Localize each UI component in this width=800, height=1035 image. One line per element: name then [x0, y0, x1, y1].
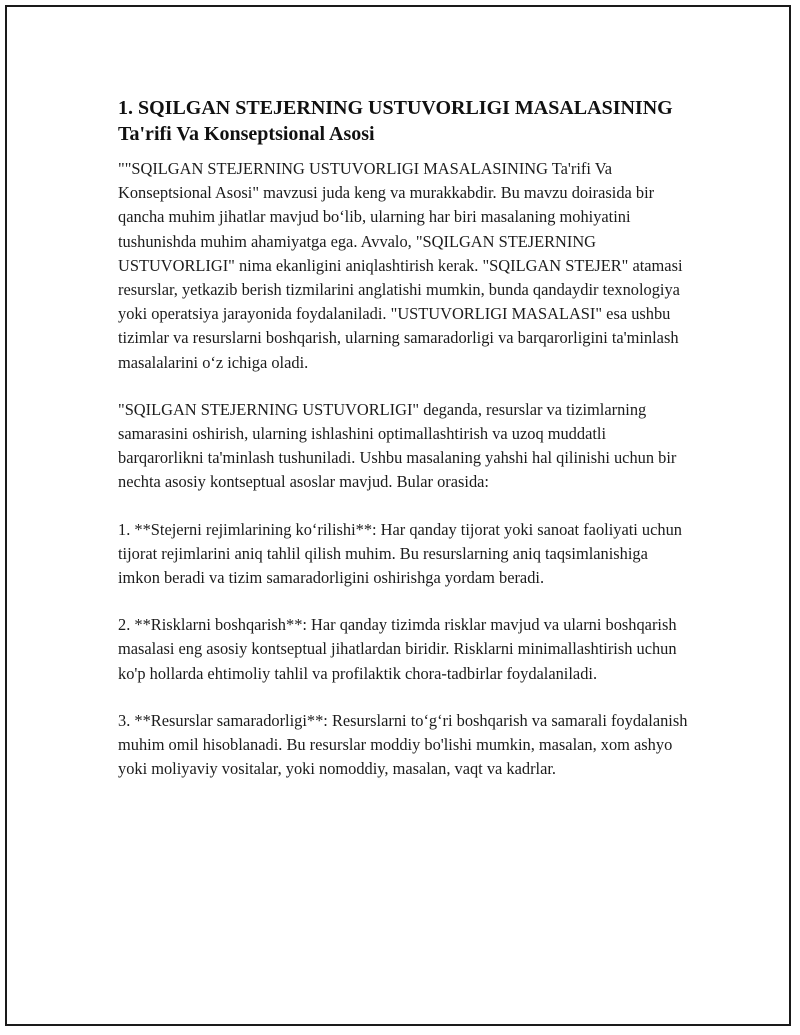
intro-paragraph: ""SQILGAN STEJERNING USTUVORLIGI MASALASINING Ta'rifi Va Konseptsional Asosi" mavzusi juda keng va murakkabdir. Bu mavzu doirasida bir qancha muhim jihatlar mavjud bo‘lib, ularning har biri masalaning mohiyatini tushunishda muhim ahamiyatga ega. Avvalo, "SQILGAN STEJERNING USTUVORLIGI" nima ekanligini aniqlashtirish kerak. "SQILGAN STEJER" atamasi resurslar, yetkazib berish tizmilarini anglatishi mumkin, bunda qandaydir texnologiya yoki operatsiya jarayonida foydalaniladi. "USTUVORLIGI MASALASI" esa ushbu tizimlar va resurslarni boshqarish, ularning samaradorligi va barqarorligini ta'minlash masalalarini o‘z ichiga oladi. [118, 159, 683, 372]
definition-paragraph: "SQILGAN STEJERNING USTUVORLIGI" deganda, resurslar va tizimlarning samarasini oshirish, ularning ishlashini optimallashtirish va uzoq muddatli barqarorlikni ta'minlash tushuniladi. Ushbu masalaning yahshi hal qilinishi uchun bir nechta asosiy kontseptual asoslar mavjud. Bular orasida: [118, 399, 677, 492]
section-heading: 1. SQILGAN STEJERNING USTUVORLIGI MASALASINING Ta'rifi Va Konseptsional Asosi [118, 97, 673, 145]
list-item-1: 1. **Stejerni rejimlarining ko‘rilishi**: Har qanday tijorat yoki sanoat faoliyati uchun tijorat rejimlarini aniq tahlil qilish muhim. Bu resurslarning aniq taqsimlanishiga imkon beradi va tizim samaradorligini oshirishga yordam beradi. [118, 519, 682, 588]
document-body [118, 95, 688, 804]
list-item-3: 3. **Resurslar samaradorligi**: Resurslarni to‘g‘ri boshqarish va samarali foydalanish muhim omil hisoblanadi. Bu resurslar moddiy bo'lishi mumkin, masalan, xom ashyo yoki moliyaviy vositalar, yoki nomoddiy, masalan, vaqt va kadrlar. [118, 710, 688, 779]
list-item-2: 2. **Risklarni boshqarish**: Har qanday tizimda risklar mavjud va ularni boshqarish masalasi eng asosiy kontseptual jihatlardan biridir. Risklarni minimallashtirish uchun ko'p hollarda ehtimoliy tahlil va profilaktik chora-tadbirlar foydalaniladi. [118, 615, 677, 683]
